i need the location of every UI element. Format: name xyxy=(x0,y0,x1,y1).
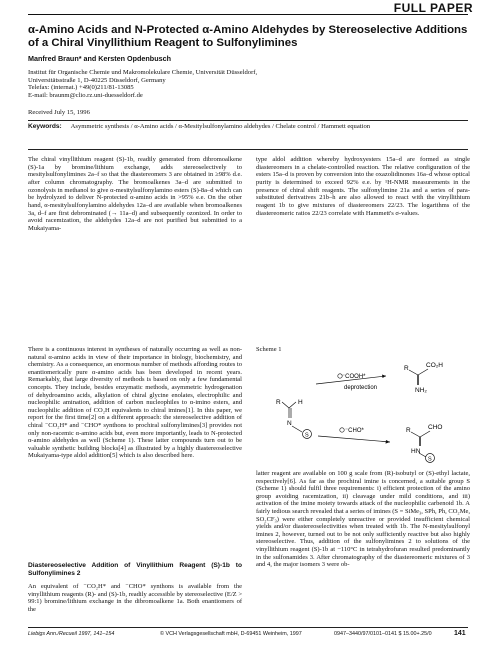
bond xyxy=(409,370,418,375)
keywords-list: Asymmetric synthesis / α-Amino acids / α-Mesitylsulfonylamino aldehydes / Chelate control / Hammett equation xyxy=(70,123,371,130)
bond xyxy=(289,402,296,408)
imine-S: S xyxy=(305,432,309,439)
body-intro: There is a continuous interest in syntheses of naturally occurring as well as non-natural α-amino acids in view of their importance in biology, biochemistry, and chemistry. As a consequence, an enormous number of methods affording routes to enantiomerically pure α-amino acids has been developed in recent years. Remarkably, that large diversity of methods is based on only a few fundamental concepts. They include, besides enzymatic methods, asymmetric hydrogenation of dehydroamino acids, alkylation of chiral glycine enolates, electrophilic and nucleophilic amination, addition of carbon nucleophiles to α-imino esters, and nucleophilic addition of CO₂H equivalents to chiral imines[1]. In this paper, we report for the first time[2] on a different approach: the stereoselective addition of chiral ⁻CO₂H* and ⁻CHO* synthons to prochiral sulfonylimines[3] provides not only non-racemic α-amino acids but, even more importantly, leads to N-protected α-amino aldehydes as well (Scheme 1). These latter compounds turn out to be valuable synthetic building blocks[4] as illustrated by a highly diastereoselective Mukaiyama-type aldol addition[5] which is also described here. xyxy=(28,346,242,460)
affiliation-line: E-mail: braunm@clio.rz.uni-duesseldorf.de xyxy=(28,91,143,99)
authors: Manfred Braun* and Kersten Opdenbusch xyxy=(28,54,171,63)
footer-rule xyxy=(28,627,468,628)
scheme-1-figure xyxy=(256,356,470,464)
article-title: α-Amino Acids and N-Protected α-Amino Aldehydes by Stereoselective Additions of a Chiral Vinyllithium Reagent to Sulfonylimines xyxy=(28,24,468,49)
abstract-right: type aldol addition whereby hydroxyesters 15a–d are formed as single diastereomers in a chelate-controlled reaction. The relative configuration of the esters 15a–d is proven by conversion into the oxazolidinones 16a–d whose optical purity is determined to exceed 92% e.e. by ¹H-NMR measurements in the presence of chiral shift reagents. The sulfonylimine 21a and a series of para-substituted derivatives 21b–h are also allowed to react with the vinyllithium reagent 1b to give mixtures of diastereomers 22/23. The logarithms of the diastereomeric ratios 22/23 correlate with Hammett's σ-values. xyxy=(256,156,470,217)
bond xyxy=(420,431,430,437)
keywords xyxy=(28,123,468,131)
section-label: FULL PAPER xyxy=(393,1,473,15)
keywords-rule-bottom xyxy=(28,149,468,150)
charge-circle xyxy=(340,428,344,432)
reagent-top: ⁻COOH* xyxy=(342,374,366,380)
imine-H: H xyxy=(298,399,303,406)
aldehyde-R: R xyxy=(406,427,411,434)
section-body: An equivalent of ⁻CO₂H* and ⁻CHO* synthons is available from the vinyllithium reagents (R)- and (S)-1b, readily accessible by stereoselective (E/Z > 99:1) bromine/lithium exchange in the dibromoalkene 1a. Both enantiomers of the xyxy=(28,583,242,613)
acid-R: R xyxy=(404,365,409,372)
acid-NH2: NH₂ xyxy=(415,387,427,394)
aldehyde-CHO: CHO xyxy=(428,424,443,431)
reagent-bottom: ⁻CHO* xyxy=(345,428,364,434)
bond xyxy=(292,426,302,432)
acid-CO2H: CO₂H xyxy=(426,362,443,369)
imine-R: R xyxy=(276,399,281,406)
affiliation-line: Institut für Organische Chemie und Makromolekulare Chemie, Universität Düsseldorf, xyxy=(28,69,258,76)
journal-citation: Liebigs Ann./Recueil 1997, 141–154 xyxy=(28,631,115,637)
keywords-label: Keywords: xyxy=(28,123,62,130)
bond xyxy=(411,432,420,437)
publisher: © VCH Verlagsgesellschaft mbH, D-69451 Weinheim, 1997 xyxy=(160,631,302,637)
reagent-top-note: deprotection xyxy=(344,385,378,391)
aldehyde-S: S xyxy=(428,456,432,463)
affiliation-line: Universitätsstraße 1, D-40225 Düsseldorf, Germany xyxy=(28,76,166,84)
bond xyxy=(419,453,426,457)
issn: 0947–3440/97/0101–0141 $ 15.00+.25/0 xyxy=(334,631,432,637)
body-right: latter reagent are available on 100 g scale from (R)-isobutyl or (S)-ethyl lactate, respectively[6]. As far as the prochiral imine is concerned, a suitable group S (Scheme 1) should fulfil three requirements: i) efficient protection of the amino group avoiding racemization, ii) cleavage under mild conditions, and iii) activation of the imine moiety towards attack of the nucleophilic carbenoid 1b. A fairly tedious search revealed that a series of imines (S = SiMe₃, SPh, Ph, CO₂Me, SO₂CF₃) were either completely unreactive or provided insufficient chemical yields and/or diastereoselectivities when treated with 1b. The N-mesitylsulfonyl imines 2, however, turned out to be not only sufficiently reactive but also highly stereoselective. Thus, addition of the sulfonylimines 2 to solutions of the vinyllithium reagent (S)-1b at −110°C in tetrahydrofuran resulted predominantly in the sulfonamides 3. After chromatography of the diastereomeric mixtures of 3 and 4, the major isomers 3 were ob- xyxy=(256,470,470,569)
keywords-rule-top xyxy=(28,120,468,121)
received-date: Received July 15, 1996 xyxy=(28,109,90,116)
page-number: 141 xyxy=(454,630,466,637)
bond xyxy=(282,402,289,408)
affiliation-line: Telefax: (internat.) +49(0)211/81-13085 xyxy=(28,84,134,92)
imine-N: N xyxy=(287,420,292,427)
scheme-label: Scheme 1 xyxy=(256,346,282,353)
abstract-left: The chiral vinyllithium reagent (S)-1b, readily generated from dibromoalkene (S)-1a by bromine/lithium exchange, adds stereoselectively to mesitylsulfonylimines 2a–f so that the diastereomers 3 are obtained in ≥98% d.e. after column chromatography. The bromoalkenes 3a–d are submitted to ozonolysis in methanol to give α-mesitylsulfonylamino esters (S)-8a–d which can be hydrolyzed to deliver N-protected α-amino acids in >95% e.e. On the other hand, α-mesitylsulfonylamino aldehydes 12a–d are available when bromoalkenes 3a, d–f are first debrominated (→ 11a–d) and subsequently ozonized. In order to avoid racemization, the aldehydes 12a–d are not purified but submitted to a Mukaiyama- xyxy=(28,156,242,232)
arrowhead xyxy=(382,375,386,379)
bond xyxy=(418,369,428,375)
section-heading: Diastereoselective Addition of Vinyllithium Reagent (S)-1b to Sulfonylimines 2 xyxy=(28,562,242,577)
aldehyde-HN: HN xyxy=(411,448,421,455)
affiliation xyxy=(28,69,468,99)
arrowhead xyxy=(386,440,391,444)
arrow-bottom xyxy=(318,436,390,442)
